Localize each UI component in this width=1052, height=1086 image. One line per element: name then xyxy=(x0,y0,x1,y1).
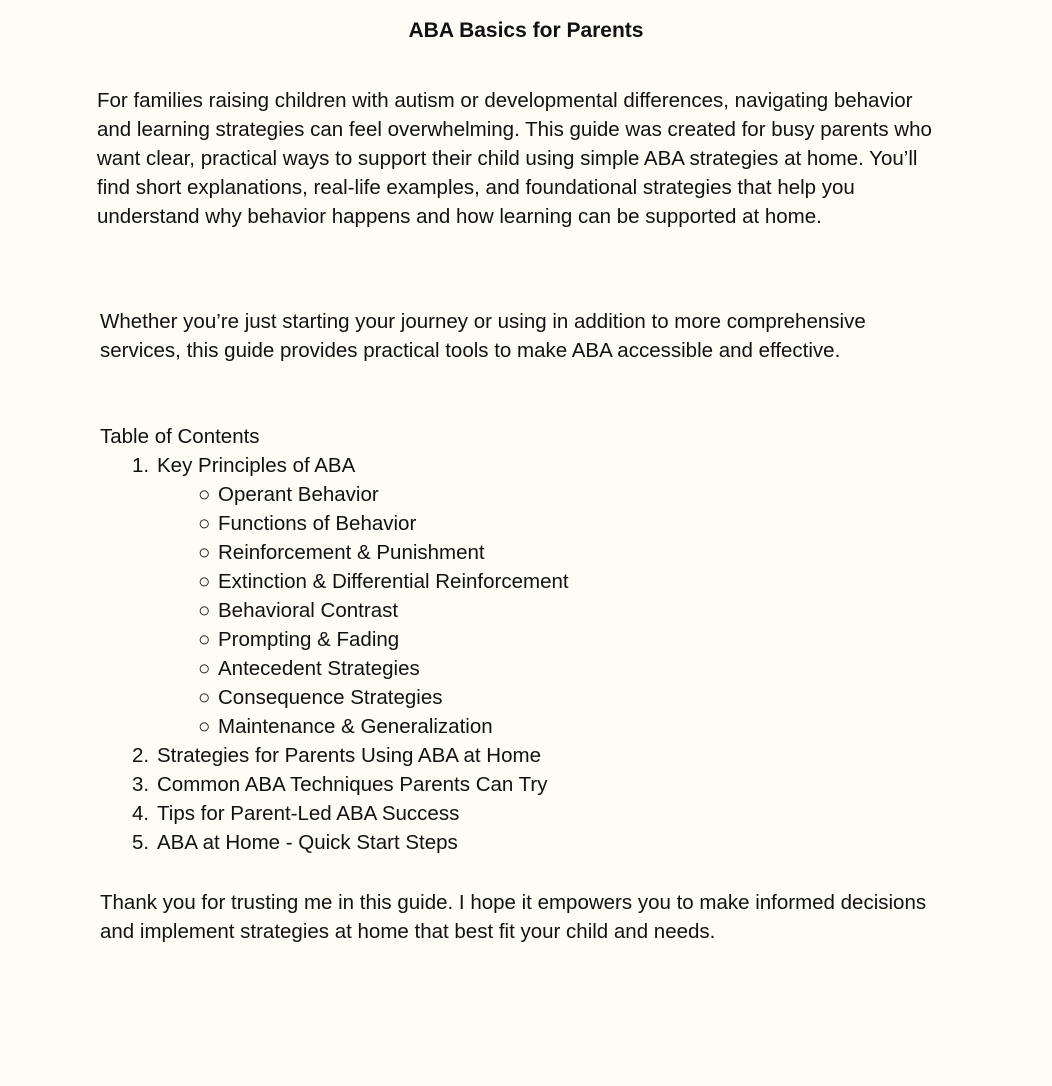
toc-subitem-label: Prompting & Fading xyxy=(218,628,400,651)
toc-item-label: Tips for Parent-Led ABA Success xyxy=(157,802,460,825)
toc-subitem xyxy=(100,509,950,538)
toc-subitem-label: Antecedent Strategies xyxy=(218,657,420,680)
toc-subitem-label: Functions of Behavior xyxy=(218,512,417,535)
toc-sublist xyxy=(100,480,950,741)
toc-subitem xyxy=(100,567,950,596)
toc-item-strategies xyxy=(100,741,950,770)
toc-item-techniques xyxy=(100,770,950,799)
toc-item-number: 1. xyxy=(132,454,150,477)
toc-subitem xyxy=(100,683,950,712)
toc-item-label: Key Principles of ABA xyxy=(157,454,356,477)
toc-subitem xyxy=(100,625,950,654)
toc-subitem-label: Extinction & Differential Reinforcement xyxy=(218,570,569,593)
toc-subitem-label: Maintenance & Generalization xyxy=(218,715,493,738)
toc-item-quick-start xyxy=(100,828,950,857)
bullet-circle-icon: ○ xyxy=(198,715,211,738)
toc-subitem xyxy=(100,654,950,683)
bullet-circle-icon: ○ xyxy=(198,541,211,564)
toc-subitem-label: Consequence Strategies xyxy=(218,686,443,709)
toc-item-key-principles xyxy=(100,451,950,480)
toc-item-number: 2. xyxy=(132,744,150,767)
toc-item-number: 5. xyxy=(132,831,150,854)
bullet-circle-icon: ○ xyxy=(198,628,211,651)
toc-subitem xyxy=(100,538,950,567)
toc-sublist-wrapper xyxy=(100,480,950,741)
toc-item-label: Strategies for Parents Using ABA at Home xyxy=(157,744,541,767)
toc-subitem-label: Operant Behavior xyxy=(218,483,379,506)
closing-paragraph: Thank you for trusting me in this guide. I hope it empowers you to make informed decisions and implement strategies at home that best fit your child and needs. xyxy=(100,891,927,943)
bullet-circle-icon: ○ xyxy=(198,512,211,535)
table-of-contents xyxy=(100,422,950,857)
toc-subitem xyxy=(100,596,950,625)
toc-subitem-label: Behavioral Contrast xyxy=(218,599,399,622)
toc-item-label: Common ABA Techniques Parents Can Try xyxy=(157,773,548,796)
toc-item-number: 4. xyxy=(132,802,150,825)
bullet-circle-icon: ○ xyxy=(198,686,211,709)
toc-item-number: 3. xyxy=(132,773,150,796)
toc-item-tips xyxy=(100,799,950,828)
intro-paragraph-secondary: Whether you’re just starting your journey or using in addition to more comprehensive services, this guide provides practical tools to make ABA accessible and effective. xyxy=(100,310,866,362)
page-title: ABA Basics for Parents xyxy=(408,19,644,42)
toc-subitem xyxy=(100,480,950,509)
toc-subitem xyxy=(100,712,950,741)
toc-heading: Table of Contents xyxy=(100,425,260,448)
bullet-circle-icon: ○ xyxy=(198,599,211,622)
toc-item-label: ABA at Home - Quick Start Steps xyxy=(157,831,458,854)
bullet-circle-icon: ○ xyxy=(198,483,211,506)
bullet-circle-icon: ○ xyxy=(198,570,211,593)
toc-list xyxy=(100,451,950,857)
bullet-circle-icon: ○ xyxy=(198,657,211,680)
toc-subitem-label: Reinforcement & Punishment xyxy=(218,541,485,564)
intro-paragraph: For families raising children with autism or developmental differences, navigating behavior and learning strategies can feel overwhelming. This guide was created for busy parents who want clear, practical ways to support their child using simple ABA strategies at home. You’ll find short explanations, real-life examples, and foundational strategies that help you understand why behavior happens and how learning can be supported at home. xyxy=(97,89,932,228)
